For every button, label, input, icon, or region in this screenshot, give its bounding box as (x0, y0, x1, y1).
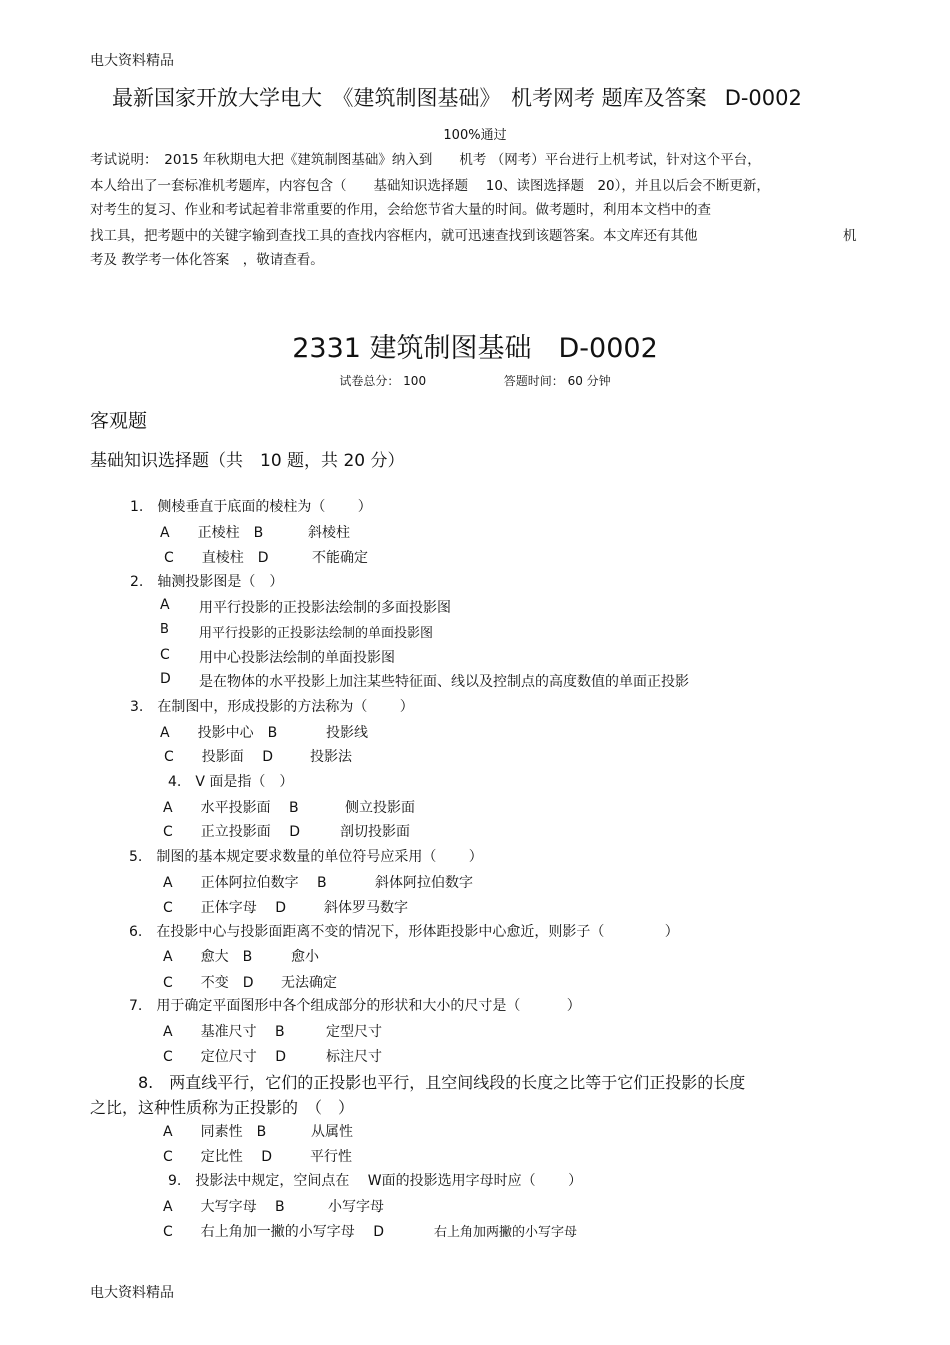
intro-line-4: 找工具，把考题中的关键字输到查找工具的查找内容框内，就可迅速查找到该题答案。本文库还有其他 (90, 228, 698, 244)
question-stem-continued: 之比，这种性质称为正投影的 （ ） (90, 1098, 355, 1117)
document-title (112, 82, 802, 112)
pass-rate: 100%通过 (443, 128, 507, 143)
option-pair-left: C 定位尺寸 D (163, 1049, 287, 1065)
duration-label: 答题时间： (503, 374, 564, 388)
option-pair-right: 投影法 (310, 749, 352, 765)
question-stem: 4. V 面是指（ ） (168, 774, 294, 790)
intro-line-4-tail: 机 (843, 228, 857, 244)
section-heading: 客观题 (90, 410, 148, 432)
option-pair-right: 斜体罗马数字 (324, 900, 408, 916)
option-pair-right: 不能确定 (312, 550, 368, 566)
option-pair-left: A 正棱柱 B (160, 525, 264, 541)
option-pair-left: A 投影中心 B (160, 725, 278, 741)
total-score-label: 试卷总分： (339, 374, 400, 388)
option-pair-left: C 定比性 D (163, 1149, 273, 1165)
option-pair-left: A 正体阿拉伯数字 B (163, 875, 327, 891)
option-pair-right: 右上角加两撇的小写字母 (434, 1225, 578, 1240)
option-pair-left: A 同素性 B (163, 1124, 267, 1140)
option-pair-right: 侧立投影面 (345, 800, 415, 816)
option-text: 是在物体的水平投影上加注某些特征面、线以及控制点的高度数值的单面正投影 (199, 674, 689, 690)
page-footer: 电大资料精品 (90, 1285, 174, 1301)
option-pair-left: C 正体字母 D (163, 900, 287, 916)
option-pair-left: C 正立投影面 D (163, 824, 301, 840)
document-code: D-0002 (724, 86, 802, 110)
question-stem: 7. 用于确定平面图形中各个组成部分的形状和大小的尺寸是（ ） (129, 998, 581, 1014)
option-pair-right: 小写字母 (328, 1199, 384, 1215)
question-stem: 1. 侧棱垂直于底面的棱柱为（ ） (130, 499, 372, 515)
option-text: 用平行投影的正投影法绘制的多面投影图 (199, 600, 451, 616)
option-letter: B (160, 622, 169, 637)
exam-meta (0, 372, 950, 389)
question-stem: 6. 在投影中心与投影面距离不变的情况下，形体距投影中心愈近，则影子（ ） (129, 924, 679, 940)
option-pair-right: 斜棱柱 (308, 525, 350, 541)
option-pair-right: 无法确定 (281, 975, 337, 991)
question-stem: 3. 在制图中，形成投影的方法称为（ ） (130, 699, 414, 715)
exam-title: 2331 建筑制图基础 D-0002 (292, 333, 658, 364)
total-score-value: 100 (403, 374, 427, 388)
duration-value: 60 分钟 (567, 374, 611, 388)
option-pair-left: C 右上角加一撇的小写字母 D (163, 1224, 385, 1240)
option-pair-right: 从属性 (311, 1124, 353, 1140)
question-stem: 2. 轴测投影图是（ ） (130, 574, 284, 590)
option-text: 用平行投影的正投影法绘制的单面投影图 (199, 626, 434, 641)
question-stem: 5. 制图的基本规定要求数量的单位符号应采用（ ） (129, 849, 483, 865)
option-pair-left: A 基准尺寸 B (163, 1024, 285, 1040)
intro-line-3: 对考生的复习、作业和考试起着非常重要的作用，会给您节省大量的时间。做考题时，利用本文档中的查 (90, 202, 711, 218)
option-letter: C (160, 647, 170, 663)
option-pair-right: 剖切投影面 (340, 824, 410, 840)
option-pair-right: 平行性 (310, 1149, 352, 1165)
option-pair-right: 标注尺寸 (326, 1049, 382, 1065)
option-pair-left: A 大写字母 B (163, 1199, 285, 1215)
option-letter: D (160, 671, 171, 687)
subsection-heading: 基础知识选择题（共 10 题，共 20 分） (90, 451, 405, 471)
option-pair-left: A 水平投影面 B (163, 800, 299, 816)
option-pair-right: 愈小 (291, 949, 319, 965)
option-pair-right: 投影线 (326, 725, 368, 741)
option-pair-right: 斜体阿拉伯数字 (375, 875, 473, 891)
intro-line-2: 本人给出了一套标准机考题库，内容包含（ 基础知识选择题 10、读图选择题 20），并且以后会不断更新， (90, 178, 770, 194)
intro-line-1: 考试说明： 2015 年秋期电大把《建筑制图基础》纳入到 机考 （网考）平台进行上机考试，针对这个平台， (90, 152, 761, 168)
option-pair-left: C 直棱柱 D (164, 550, 269, 566)
option-pair-left: C 投影面 D (164, 749, 274, 765)
intro-line-5: 考及 教学考一体化答案 ，敬请查看。 (90, 252, 324, 268)
option-text: 用中心投影法绘制的单面投影图 (199, 650, 395, 666)
option-pair-right: 定型尺寸 (326, 1024, 382, 1040)
option-letter: A (160, 597, 170, 613)
question-stem: 9. 投影法中规定，空间点在 W面的投影选用字母时应（ ） (168, 1173, 583, 1189)
document-title-main: 最新国家开放大学电大 《建筑制图基础》 机考网考 题库及答案 (112, 86, 707, 110)
question-stem: 8. 两直线平行，它们的正投影也平行，且空间线段的长度之比等于它们正投影的长度 (138, 1073, 746, 1092)
option-pair-left: C 不变 D (163, 975, 254, 991)
option-pair-left: A 愈大 B (163, 949, 253, 965)
page-header: 电大资料精品 (90, 53, 174, 69)
